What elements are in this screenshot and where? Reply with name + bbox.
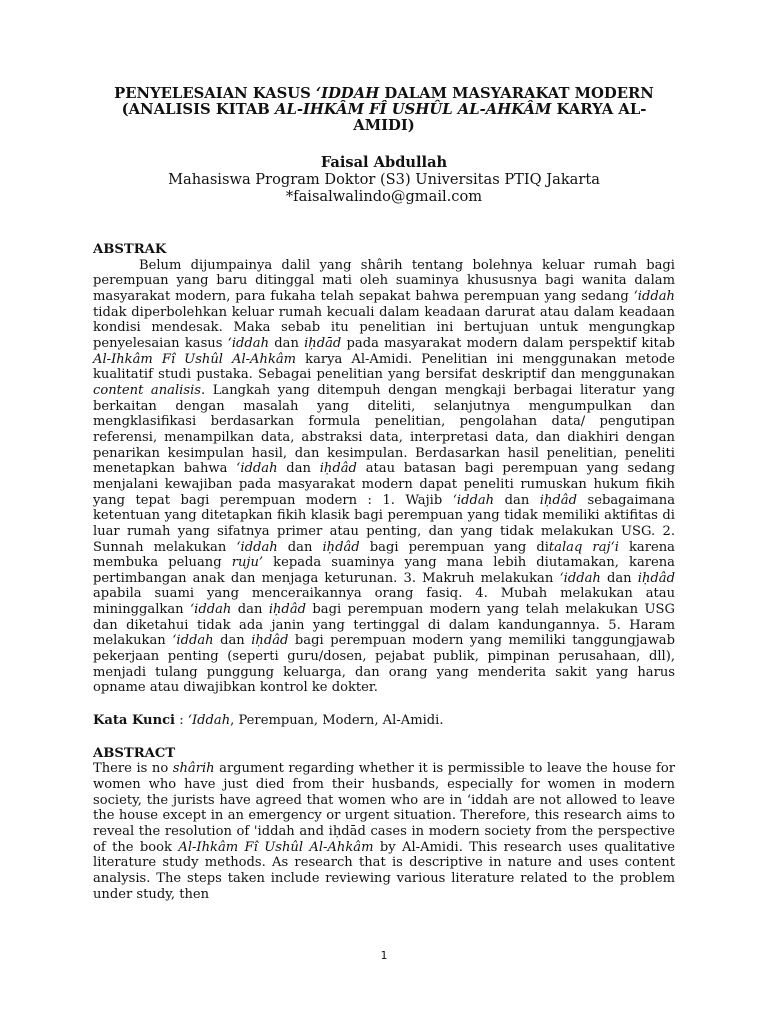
term-iddah: ‘iddah [236, 461, 278, 477]
keywords-label: Kata Kunci [93, 713, 176, 729]
term-ihdad: iḥdâd [268, 602, 307, 618]
term-sharih: shârih [172, 761, 215, 777]
abstrak-text: dan [277, 539, 323, 555]
abstrak-text: dan [494, 492, 540, 508]
abstrak-body [93, 258, 675, 696]
abstrak-text: dan [213, 633, 252, 649]
term-ihdad: iḥdâd [319, 461, 357, 477]
term-ihdad: iḥdād [304, 335, 342, 351]
keywords-line [93, 713, 675, 729]
keywords-separator: : [175, 713, 188, 729]
abstract-text: There is no [93, 761, 173, 777]
term-talaq-raji: talaq raj‘i [548, 539, 619, 555]
author-block [93, 154, 675, 205]
term-book-title: Al-Ihkâm Fî Ushûl Al-Ahkâm [93, 351, 297, 367]
title-text: DALAM MASYARAKAT MODERN [379, 85, 654, 102]
term-ihdad: iḥdâd [539, 492, 577, 508]
abstrak-text: sebagaimana ketentuan yang ditetapkan fikih klasik bagi perempuan yang tidak memiliki aktifitas di luar rumah yang sifatnya primer atau penting, dan yang tidak melakukan USG. 2. Sunnah melakukan [93, 492, 675, 555]
term-content-analisis: content analisis [93, 382, 201, 398]
abstrak-text: kepada suaminya yang mana lebih diutamakan, karena pertimbangan anak dan menjaga keturunan. 3. Makruh melakukan [93, 555, 675, 586]
abstrak-text: dan [277, 461, 320, 477]
author-email: *faisalwalindo@gmail.com [285, 188, 483, 205]
abstrak-text: apabila suami yang menceraikannya orang fasiq. 4. Mubah melakukan atau mininggalkan [93, 586, 675, 618]
author-affiliation: Mahasiswa Program Doktor (S3) Universitas PTIQ Jakarta [168, 171, 600, 188]
abstract-heading: ABSTRACT [93, 745, 176, 761]
term-iddah: ‘iddah [172, 633, 214, 649]
term-iddah: ‘iddah [633, 289, 675, 305]
abstrak-text: dan [269, 335, 305, 351]
title-text: KARYA AL-AMIDI) [353, 101, 647, 134]
keyword-iddah: ‘Iddah [187, 713, 231, 729]
author-name: Faisal Abdullah [320, 154, 448, 171]
term-iddah: ‘iddah [236, 539, 278, 555]
abstrak-text: karya Al-Amidi. Penelitian ini menggunakan metode kualitatif studi pustaka. Sebagai penelitian yang bersifat deskriptif dan menggunakan [93, 351, 675, 383]
abstract-text: argument regarding whether it is permissible to leave the house for women who have just died from their husbands, especially for women in modern society, the jurists have agreed that women who are in ‘iddah are not allowed to leave the house except in an emergency or urgent situation. Therefore, this research aims to reveal the resolution of 'iddah and iḥdād cases in modern society from the perspective of the book [93, 761, 676, 855]
abstrak-text: pada masyarakat modern dalam perspektif kitab [341, 335, 676, 351]
term-ihdad: iḥdâd [251, 633, 289, 649]
abstrak-text: tidak diperbolehkan keluar rumah kecuali dalam keadaan darurat atau dalam keadaan kondisi mendesak. Maka sebab itu penelitian ini bertujuan untuk mengungkap penyelesaian kasus [93, 304, 675, 351]
title-iddah: ‘IDDAH [316, 85, 380, 102]
term-ihdad: iḥdâd [322, 539, 360, 555]
abstrak-text: karena membuka peluang [93, 539, 675, 571]
abstract-text: by Al-Amidi. This research uses qualitative literature study methods. As research that is descriptive in nature and uses content analysis. The steps taken include reviewing various literature related to the problem under study, then [93, 839, 675, 902]
abstrak-heading: ABSTRAK [93, 242, 167, 257]
page-number: 1 [380, 949, 388, 962]
abstrak-text: bagi perempuan yang di [359, 539, 549, 555]
term-ihdad: iḥdâd [637, 570, 675, 586]
term-book-title: Al-Ihkâm Fî Ushûl Al-Ahkâm [178, 839, 374, 855]
keywords-rest: , Perempuan, Modern, Al-Amidi. [230, 713, 444, 729]
abstrak-text: bagi perempuan modern yang memiliki tanggungjawab pekerjaan penting (seperti guru/dosen, pejabat publik, pimpinan perusahaan, dll), menjadi tulang punggung keluarga, dan orang yang menderita sakit yang harus opname atau diwajibkan kontrol ke dokter. [93, 633, 675, 696]
term-iddah: ‘iddah [190, 602, 232, 618]
abstrak-text: . Langkah yang ditempuh dengan mengkaji berbagai literatur yang berkaitan dengan masalah yang diteliti, selanjutnya mengumpulkan dan mengklasifikasi berdasarkan formula penelitian, pengolahan data/ pengutipan referensi, menampilkan data, abstraksi data, interpretasi data, dan diakhiri dengan penarikan kesimpulan hasil, dan kesimpulan. Berdasarkan hasil penelitian, peneliti menetapkan bahwa [93, 382, 675, 477]
term-iddah: ‘iddah [452, 492, 495, 508]
term-iddah: ‘iddah [227, 335, 270, 351]
term-ruju: ruju’ [231, 555, 264, 571]
title-text: PENYELESAIAN KASUS [114, 85, 317, 102]
abstrak-text: Belum dijumpainya dalil yang shârih tentang bolehnya keluar rumah bagi perempuan yang baru ditinggal mati oleh suaminya khususnya bagi wanita dalam masyarakat modern, para fukaha telah sepakat bahwa perempuan yang sedang [93, 257, 675, 305]
term-iddah: ‘iddah [559, 570, 601, 586]
paper-title [93, 86, 675, 134]
abstrak-text: dan [600, 570, 638, 586]
abstrak-text: dan [231, 602, 269, 618]
title-text: (ANALISIS KITAB [121, 101, 275, 118]
abstract-body [93, 761, 675, 902]
abstrak-text: bagi perempuan modern yang telah melakukan USG dan diketahui tidak ada janin yang tertinggal di dalam kandungannya. 5. Haram melakukan [93, 602, 675, 649]
title-book: AL-IHKÂM FÎ USHÛL AL-AHKÂM [274, 101, 552, 118]
abstrak-text: atau batasan bagi perempuan yang sedang menjalani kewajiban pada masyarakat modern dapat peneliti rumuskan hukum fikih yang tepat bagi perempuan modern : 1. Wajib [93, 461, 675, 508]
